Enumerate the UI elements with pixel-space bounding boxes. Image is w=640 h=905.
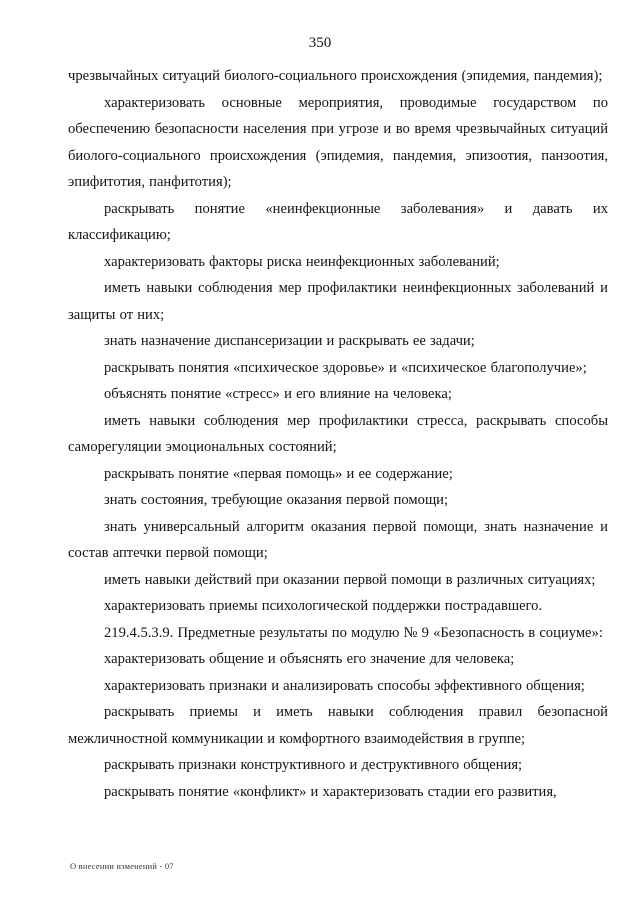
- paragraph: раскрывать приемы и иметь навыки соблюдения правил безопасной межличностной коммуникации и комфортного взаимодействия в группе;: [68, 704, 608, 747]
- document-body: [68, 63, 608, 805]
- paragraph: чрезвычайных ситуаций биолого-социального происхождения (эпидемия, пандемия);: [68, 68, 603, 84]
- paragraph: знать состояния, требующие оказания первой помощи;: [104, 492, 449, 508]
- paragraph: характеризовать основные мероприятия, проводимые государством по обеспечению безопасности населения при угрозе и во время чрезвычайных ситуаций биолого-социального происхождения (эпидемия, пандемия, эпизоотия, панзоотия, эпифитотия, панфитотия);: [68, 94, 608, 190]
- paragraph: раскрывать понятия «психическое здоровье» и «психическое благополучие»;: [104, 359, 587, 376]
- page-number: 350: [308, 35, 332, 51]
- paragraph: характеризовать факторы риска неинфекционных заболеваний;: [104, 253, 500, 270]
- paragraph: знать универсальный алгоритм оказания первой помощи, знать назначение и состав аптечки первой помощи;: [68, 518, 608, 561]
- paragraph: раскрывать понятие «неинфекционные заболевания» и давать их классификацию;: [68, 200, 608, 243]
- paragraph: иметь навыки соблюдения мер профилактики стресса, раскрывать способы саморегуляции эмоциональных состояний;: [68, 412, 608, 455]
- paragraph: раскрывать понятие «первая помощь» и ее содержание;: [104, 465, 453, 482]
- paragraph: характеризовать приемы психологической поддержки пострадавшего.: [104, 598, 543, 614]
- paragraph: иметь навыки действий при оказании первой помощи в различных ситуациях;: [104, 571, 596, 588]
- paragraph: раскрывать понятие «конфликт» и характеризовать стадии его развития,: [104, 783, 557, 800]
- paragraph: иметь навыки соблюдения мер профилактики неинфекционных заболеваний и защиты от них;: [68, 280, 608, 323]
- page-footer: О внесении изменений - 07: [70, 861, 174, 871]
- section-heading-paragraph: 219.4.5.3.9. Предметные результаты по модулю № 9 «Безопасность в социуме»:: [104, 624, 603, 641]
- paragraph: объяснять понятие «стресс» и его влияние на человека;: [104, 386, 452, 402]
- paragraph: характеризовать признаки и анализировать способы эффективного общения;: [104, 677, 585, 694]
- paragraph: характеризовать общение и объяснять его значение для человека;: [104, 651, 515, 667]
- paragraph: раскрывать признаки конструктивного и деструктивного общения;: [104, 757, 523, 773]
- paragraph: знать назначение диспансеризации и раскрывать ее задачи;: [104, 333, 475, 349]
